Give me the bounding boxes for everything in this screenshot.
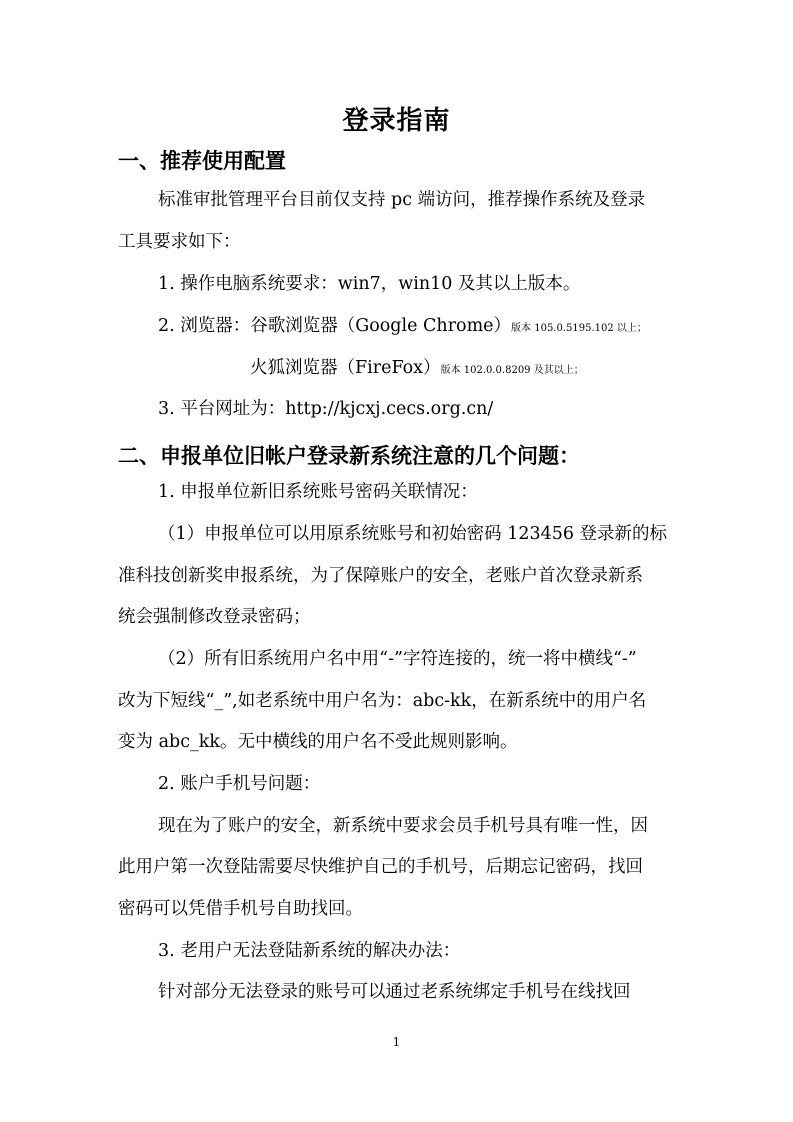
section1-intro-line1: 标准审批管理平台目前仅支持 pc 端访问，推荐操作系统及登录 <box>158 190 646 210</box>
item2b-version-note: 版本 102.0.0.8209 及其以上； <box>440 365 584 376</box>
section2-p1-line3: 统会强制修改登录密码； <box>118 607 311 627</box>
section1-item2 <box>158 306 678 349</box>
item2-main-text: 2. 浏览器：谷歌浏览器（Google Chrome） <box>158 316 512 336</box>
section2-p1-line2: 准科技创新奖申报系统，为了保障账户的安全，老账户首次登录新系 <box>118 566 643 586</box>
section1-item3: 3. 平台网址为：http://kjcxj.cecs.org.cn/ <box>158 399 494 419</box>
document-title: 登录指南 <box>342 106 451 136</box>
section2-p2-line1: （2）所有旧系统用户名中用“-”字符连接的，统一将中横线“-” <box>158 649 637 669</box>
section1-item2b <box>250 348 680 391</box>
section2-sub1: 1. 申报单位新旧系统账号密码关联情况： <box>158 482 478 502</box>
section1-heading: 一、推荐使用配置 <box>118 148 286 173</box>
section2-p2-line2: 改为下短线“_”,如老系统中用户名为：abc-kk，在新系统中的用户名 <box>118 691 647 711</box>
item2-version-note: 版本 105.0.5195.102 以上； <box>511 323 647 334</box>
section2-p3-line1: 现在为了账户的安全，新系统中要求会员手机号具有唯一性，因 <box>158 816 648 836</box>
section1-intro-line2: 工具要求如下： <box>118 232 241 252</box>
section2-sub2: 2. 账户手机号问题： <box>158 774 321 794</box>
section2-heading: 二、申报单位旧帐户登录新系统注意的几个问题： <box>118 443 580 468</box>
section2-p2-line3: 变为 abc_kk。无中横线的用户名不受此规则影响。 <box>118 732 518 752</box>
section2-p1-line1: （1）申报单位可以用原系统账号和初始密码 123456 登录新的标 <box>158 524 668 544</box>
page-number: 1 <box>392 1035 401 1049</box>
section2-p4-line1: 针对部分无法登录的账号可以通过老系统绑定手机号在线找回 <box>158 982 631 1002</box>
section1-item1: 1. 操作电脑系统要求：win7，win10 及其以上版本。 <box>158 274 581 294</box>
section2-p3-line2: 此用户第一次登陆需要尽快维护自己的手机号，后期忘记密码，找回 <box>118 857 643 877</box>
item2b-main-text: 火狐浏览器（FireFox） <box>250 358 441 378</box>
section2-p3-line3: 密码可以凭借手机号自助找回。 <box>118 899 363 919</box>
section2-sub3: 3. 老用户无法登陆新系统的解决办法： <box>158 941 461 961</box>
